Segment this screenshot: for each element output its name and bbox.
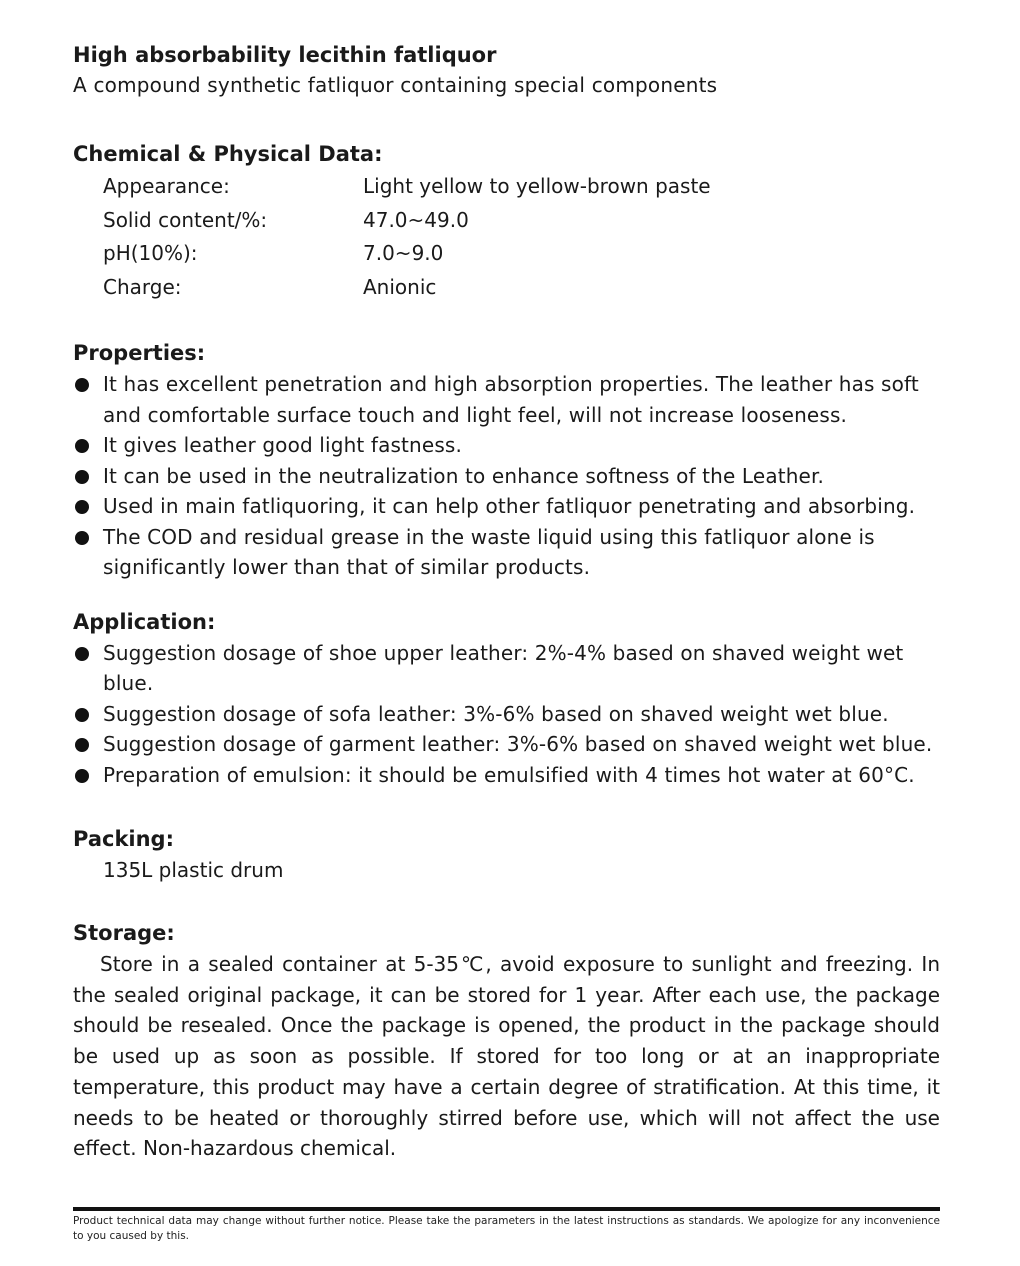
- data-row-appearance: [103, 170, 940, 204]
- packing-text: 135L plastic drum: [103, 858, 284, 882]
- chemical-data-table: [73, 170, 940, 304]
- list-item-text: The COD and residual grease in the waste liquid using this fatliquor alone is significantly lower than that of similar products.: [103, 524, 875, 579]
- data-value: Anionic: [363, 274, 437, 299]
- data-value: Light yellow to yellow-brown paste: [363, 174, 711, 198]
- bullet-icon: [75, 708, 89, 722]
- bullet-icon: [75, 378, 89, 392]
- data-row-ph: [103, 237, 940, 271]
- data-label: pH(10%):: [103, 241, 198, 265]
- application-list: [73, 638, 940, 791]
- list-item: [73, 461, 940, 492]
- data-label: Appearance:: [103, 174, 230, 198]
- bullet-icon: [75, 500, 89, 514]
- page-subtitle: A compound synthetic fatliquor containing special components: [73, 73, 718, 97]
- bullet-icon: [75, 738, 89, 752]
- list-item: [73, 369, 940, 430]
- list-item-text: Suggestion dosage of shoe upper leather: 2%-4% based on shaved weight wet blue.: [103, 640, 904, 695]
- footer-divider: [73, 1207, 940, 1211]
- chemical-data-heading: Chemical & Physical Data:: [73, 142, 383, 166]
- list-item-text: It can be used in the neutralization to enhance softness of the Leather.: [103, 463, 825, 488]
- list-item: [73, 430, 940, 461]
- bullet-icon: [75, 439, 89, 453]
- properties-list: [73, 369, 940, 583]
- page-title: High absorbability lecithin fatliquor: [73, 43, 497, 67]
- storage-text: Store in a sealed container at 5-35℃, avoid exposure to sunlight and freezing. In the sealed original package, it can be stored for 1 year. After each use, the package should be resealed. Once the package is opened, the product in the package should be used up as soon as possible. If stored for too long or at an inappropriate temperature, this product may have a certain degree of stratification. At this time, it needs to be heated or thoroughly stirred before use, which will not affect the use effect. Non-hazardous chemical.: [73, 952, 940, 1161]
- storage-heading: Storage:: [73, 921, 175, 945]
- list-item-text: Suggestion dosage of sofa leather: 3%-6% based on shaved weight wet blue.: [103, 701, 889, 726]
- bullet-icon: [75, 647, 89, 661]
- list-item: [73, 491, 940, 522]
- list-item-text: Suggestion dosage of garment leather: 3%-6% based on shaved weight wet blue.: [103, 732, 933, 756]
- document-page: [73, 40, 940, 1164]
- footer-note: Product technical data may change without further notice. Please take the parameters in the latest instructions as standards. We apologize for any inconvenience to you caused by this.: [73, 1215, 940, 1242]
- list-item-text: It has excellent penetration and high absorption properties. The leather has soft and comfortable surface touch and light feel, will not increase looseness.: [103, 372, 919, 427]
- bullet-icon: [75, 531, 89, 545]
- list-item-text: Preparation of emulsion: it should be emulsified with 4 times hot water at 60°C.: [103, 762, 915, 787]
- list-item-text: Used in main fatliquoring, it can help other fatliquor penetrating and absorbing.: [103, 494, 916, 518]
- data-label: Charge:: [103, 274, 182, 299]
- list-item-text: It gives leather good light fastness.: [103, 433, 462, 457]
- packing-heading: Packing:: [73, 827, 174, 851]
- list-item: [73, 699, 940, 730]
- data-label: Solid content/%:: [103, 207, 268, 232]
- list-item: [73, 522, 940, 583]
- application-heading: Application:: [73, 609, 216, 634]
- bullet-icon: [75, 769, 89, 783]
- list-item: [73, 760, 940, 791]
- list-item: [73, 638, 940, 699]
- data-row-solid-content: [103, 204, 940, 238]
- properties-heading: Properties:: [73, 341, 206, 365]
- data-row-charge: [103, 271, 940, 305]
- data-value: 7.0~9.0: [363, 241, 444, 265]
- data-value: 47.0~49.0: [363, 207, 469, 232]
- list-item: [73, 729, 940, 760]
- bullet-icon: [75, 470, 89, 484]
